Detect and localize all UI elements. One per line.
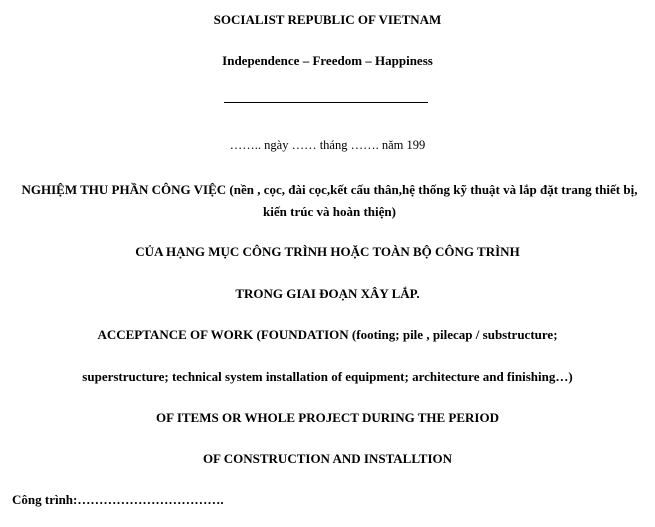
project-field: Công trình:……………………………. [12, 492, 224, 507]
title-vn-work-scope: NGHIỆM THU PHẦN CÔNG VIỆC (nền , cọc, đài cọc,kết cấu thân,hệ thống kỹ thuật và lắp đặt trang thiết bị, kiến trúc và hoàn thiện) [21, 182, 638, 219]
title-en-items: OF ITEMS OR WHOLE PROJECT DURING THE PERIOD [156, 410, 499, 425]
title-en-period: OF CONSTRUCTION AND INSTALLTION [202, 451, 453, 466]
heading-underline [224, 102, 428, 103]
country-heading: SOCIALIST REPUBLIC OF VIETNAM [213, 12, 442, 27]
title-vn-items: CỦA HẠNG MỤC CÔNG TRÌNH HOẶC TOÀN BỘ CÔNG TRÌNH [135, 244, 520, 259]
title-en-work-scope-cont: superstructure; technical system installation of equipment; architecture and finishing…) [82, 369, 573, 384]
title-en-work-scope: ACCEPTANCE OF WORK (FOUNDATION (footing; pile , pilecap / substructure; [97, 327, 558, 342]
date-line: …….. ngày …… tháng ……. năm 199 [229, 138, 426, 152]
title-vn-period: TRONG GIAI ĐOẠN XÂY LẮP. [235, 286, 420, 301]
motto: Independence – Freedom – Happiness [222, 53, 433, 68]
